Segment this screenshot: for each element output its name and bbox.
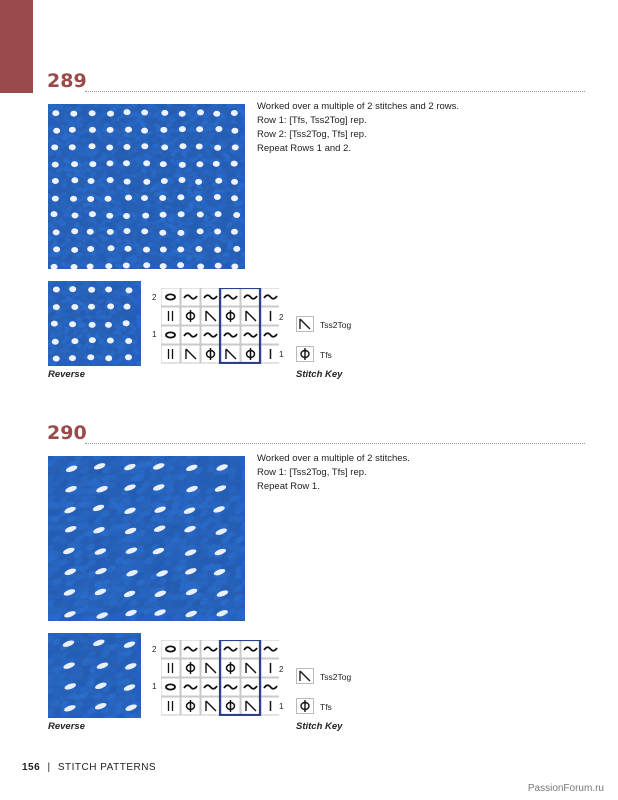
chart-grid [161,640,279,716]
eyelet-hole [141,128,148,134]
eyelet-hole [53,304,60,310]
stitch-chart [150,288,290,368]
section-title: STITCH PATTERNS [57,762,157,773]
eyelet-hole [177,194,184,200]
eyelet-hole [161,110,168,116]
eyelet-hole [87,196,94,202]
eyelet-hole [233,246,240,252]
eyelet-hole [69,127,76,133]
eyelet-hole [71,161,78,167]
chapter-tab [0,0,33,93]
eyelet-hole [123,228,130,234]
eyelet-hole [69,286,76,292]
eyelet-hole [125,354,132,360]
eyelet-hole [160,161,167,167]
eyelet-hole [179,162,186,168]
page-footer [22,762,156,773]
eyelet-hole [159,230,166,236]
tfs-key-symbol [296,346,314,362]
eyelet-hole [89,322,96,328]
eyelet-hole [89,110,96,116]
eyelet-hole [52,196,59,202]
eyelet-hole [53,246,60,252]
instruction-line: Repeat Rows 1 and 2. [257,143,352,154]
eyelet-hole [52,110,59,116]
pattern-number: 290 [47,422,87,444]
pattern-number: 289 [47,70,87,92]
eyelet-hole [88,178,95,184]
eyelet-hole [69,321,76,327]
eyelet-hole [70,196,77,202]
eyelet-hole [197,212,204,218]
eyelet-hole [107,338,114,344]
row-number: 2 [279,665,284,674]
eyelet-hole [125,287,132,293]
eyelet-hole [53,286,60,292]
pattern-instructions [257,100,459,156]
eyelet-hole [160,263,167,269]
page-number: 156 [22,762,41,773]
eyelet-hole [179,111,186,117]
eyelet-hole [88,304,95,310]
eyelet-hole [214,145,221,151]
chart-cell [161,288,180,306]
divider [85,91,585,92]
chart-cell [161,659,180,677]
divider [85,443,585,444]
row-number: 1 [279,350,284,359]
chart-cell [161,345,180,363]
watermark: PassionForum.ru [527,783,604,794]
reverse-caption: Reverse [48,369,85,380]
eyelet-hole [125,338,132,344]
eyelet-hole [124,179,131,185]
swatch-photo-reverse [48,281,141,366]
eyelet-hole [105,355,112,361]
eyelet-hole [106,144,113,150]
eyelet-hole [231,195,238,201]
eyelet-hole [51,211,58,217]
eyelet-hole [141,195,148,201]
eyelet-hole [178,211,185,217]
eyelet-hole [53,229,60,235]
eyelet-hole [89,127,96,133]
eyelet-hole [106,160,113,166]
eyelet-hole [215,211,222,217]
pattern-instructions [257,452,410,494]
eyelet-hole [231,161,238,167]
eyelet-hole [51,321,58,327]
eyelet-hole [213,111,220,117]
eyelet-hole [123,304,130,310]
eyelet-hole [89,211,96,217]
eyelet-hole [195,246,202,252]
footer-separator: | [47,762,51,773]
eyelet-hole [161,144,168,150]
eyelet-hole [51,144,58,150]
eyelet-hole [71,212,78,218]
eyelet-hole [179,126,186,132]
eyelet-hole [232,144,239,150]
eyelet-hole [123,144,130,150]
eyelet-hole [215,263,222,269]
eyelet-hole [89,143,96,149]
swatch-photo-front [48,456,245,621]
eyelet-hole [52,178,59,184]
row-number: 1 [279,702,284,711]
eyelet-hole [143,262,150,268]
chart-cell [161,678,180,696]
eyelet-hole [105,196,112,202]
instruction-line: Row 2: [Tss2Tog, Tfs] rep. [257,129,367,140]
eyelet-hole [53,356,60,362]
eyelet-hole [125,246,132,252]
instruction-line: Repeat Row 1. [257,481,320,492]
eyelet-hole [141,228,148,234]
swatch-photo-reverse [48,633,141,718]
eyelet-hole [159,195,166,201]
eyelet-hole [196,161,203,167]
instruction-line: Worked over a multiple of 2 stitches and 2 rows. [257,101,460,112]
eyelet-hole [105,322,112,328]
eyelet-hole [69,144,76,150]
eyelet-hole [160,246,167,252]
reverse-caption: Reverse [48,721,85,732]
eyelet-hole [70,111,77,117]
eyelet-hole [71,247,78,253]
eyelet-hole [196,126,203,132]
eyelet-hole [231,128,238,134]
eyelet-hole [141,143,148,149]
row-number: 2 [152,293,157,302]
eyelet-hole [215,178,222,184]
eyelet-hole [69,355,76,361]
eyelet-hole [197,109,204,115]
eyelet-hole [161,178,168,184]
eyelet-hole [105,287,112,293]
eyelet-hole [107,111,114,117]
chart-cell [161,697,180,715]
eyelet-hole [71,304,78,310]
eyelet-hole [88,287,95,293]
eyelet-hole [123,160,130,166]
eyelet-hole [160,212,167,218]
eyelet-hole [178,177,185,183]
eyelet-hole [107,245,114,251]
swatch-photo-front [48,104,245,269]
eyelet-hole [177,246,184,252]
tss2tog-key-symbol [296,668,314,684]
eyelet-hole [177,230,184,236]
diagonal-stroke-icon [300,671,310,681]
eyelet-hole [107,127,114,133]
eyelet-hole [213,161,220,167]
eyelet-hole [125,127,132,133]
eyelet-hole [214,247,221,253]
instruction-line: Row 1: [Tss2Tog, Tfs] rep. [257,467,367,478]
eyelet-hole [160,127,167,133]
eyelet-hole [107,303,114,309]
eyelet-hole [214,228,221,234]
eyelet-hole [233,212,240,218]
instruction-line: Worked over a multiple of 2 stitches. [257,453,410,464]
eyelet-hole [197,228,204,234]
eyelet-hole [231,229,238,235]
eyelet-hole [195,195,202,201]
row-number: 1 [152,330,157,339]
eyelet-hole [231,179,238,185]
key-label: Tfs [320,350,332,360]
chart-cell [161,640,180,658]
eyelet-hole [71,338,78,344]
eyelet-hole [52,162,59,168]
eyelet-hole [123,320,130,326]
eyelet-hole [231,110,238,116]
tfs-key-symbol [296,698,314,714]
key-label: Tfs [320,702,332,712]
eyelet-hole [87,229,94,235]
eyelet-hole [107,177,114,183]
eyelet-hole [142,213,149,219]
key-label: Tss2Tog [320,320,352,330]
eyelet-hole [89,337,96,343]
eyelet-hole [143,179,150,185]
eyelet-hole [195,179,202,185]
eyelet-hole [106,213,113,219]
eyelet-hole [215,126,222,132]
eyelet-hole [123,263,130,269]
stitch-key [296,668,396,738]
eyelet-hole [124,109,131,115]
eyelet-hole [105,263,112,269]
eyelet-hole [123,213,130,219]
eyelet-hole [89,161,96,167]
eyelet-hole [53,128,60,134]
eyelet-hole [87,246,94,252]
eyelet-hole [196,144,203,150]
chart-grid [161,288,279,364]
eyelet-hole [214,194,221,200]
row-number: 1 [152,682,157,691]
eyelet-hole [107,229,114,235]
row-number: 2 [152,645,157,654]
key-label: Tss2Tog [320,672,352,682]
eyelet-hole [177,262,184,268]
tss2tog-key-symbol [296,316,314,332]
eyelet-hole [143,160,150,166]
eyelet-hole [52,339,59,345]
chart-cell [161,307,180,325]
eyelet-hole [143,247,150,253]
eyelet-hole [179,143,186,149]
eyelet-hole [71,228,78,234]
eyelet-hole [125,195,132,201]
diagonal-stroke-icon [300,319,310,329]
stitch-key-caption: Stitch Key [296,369,343,380]
row-number: 2 [279,313,284,322]
chart-cell [161,326,180,344]
instruction-line: Row 1: [Tfs, Tss2Tog] rep. [257,115,367,126]
stitch-key [296,316,396,386]
eyelet-hole [71,177,78,183]
eyelet-hole [141,109,148,115]
stitch-chart [150,640,290,720]
eyelet-hole [87,354,94,360]
stitch-key-caption: Stitch Key [296,721,343,732]
